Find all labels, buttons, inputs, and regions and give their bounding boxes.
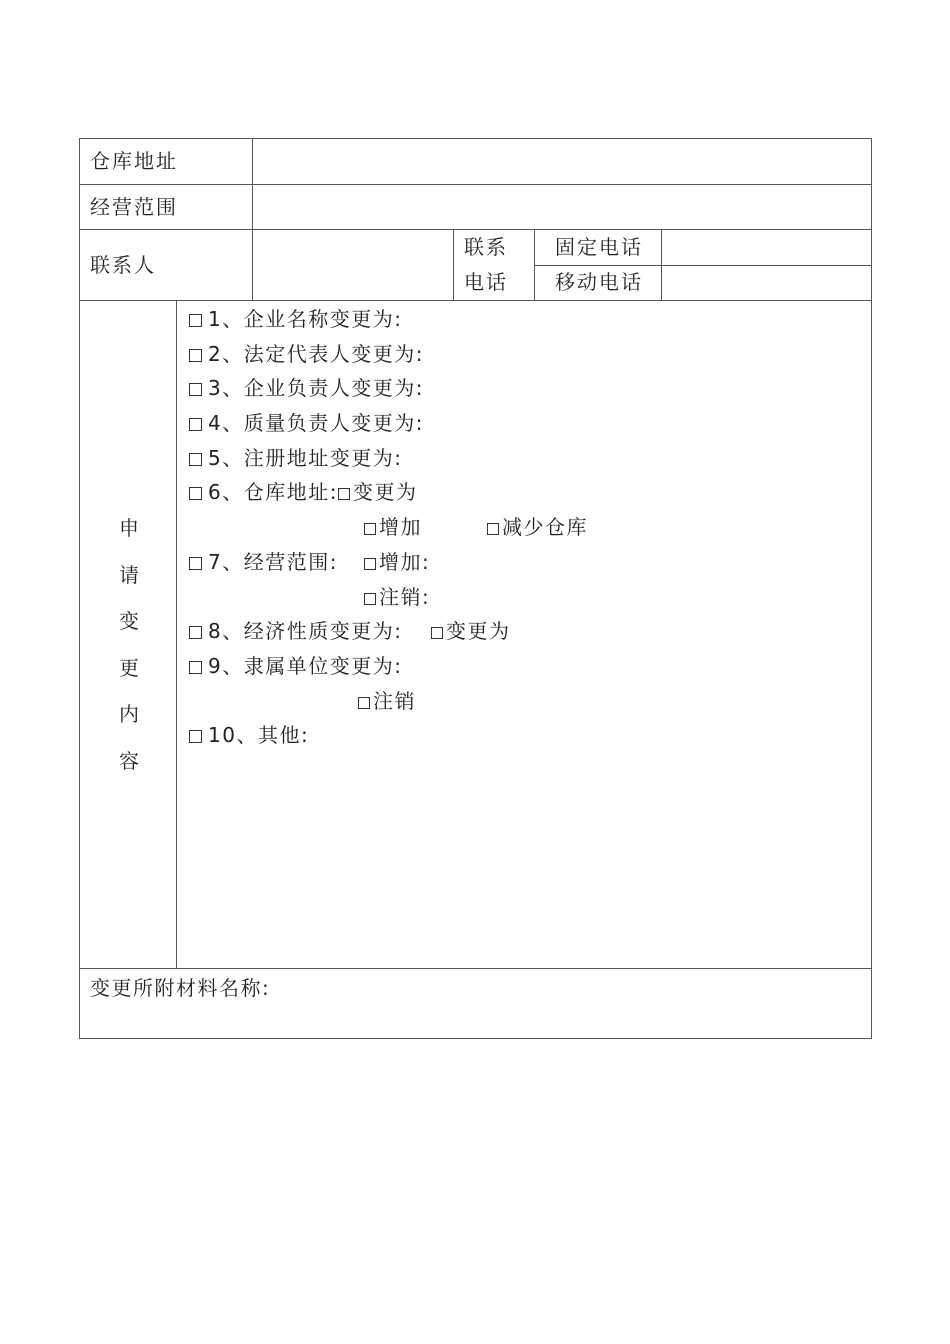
change-content-label bbox=[106, 505, 152, 784]
checkbox[interactable] bbox=[189, 626, 202, 639]
change-item-6-reduce: 减少仓库 bbox=[487, 515, 588, 539]
change-item-1: 1、企业名称变更为: bbox=[189, 307, 402, 331]
contact-phone-label-line1: 联系 bbox=[464, 235, 508, 259]
checkbox[interactable] bbox=[189, 418, 202, 431]
checkbox[interactable] bbox=[189, 487, 202, 500]
row-divider bbox=[79, 968, 872, 969]
landline-label: 固定电话 bbox=[555, 235, 643, 259]
checkbox[interactable] bbox=[189, 730, 202, 743]
table-border-left bbox=[79, 138, 80, 1039]
checkbox[interactable] bbox=[338, 488, 350, 500]
change-item-7: 7、经营范围: bbox=[189, 550, 338, 574]
change-item-8: 8、经济性质变更为: bbox=[189, 619, 402, 643]
vertical-char: 申 bbox=[119, 516, 139, 540]
row-divider bbox=[534, 265, 872, 266]
checkbox[interactable] bbox=[189, 453, 202, 466]
change-item-9: 9、隶属单位变更为: bbox=[189, 654, 402, 678]
vertical-char: 请 bbox=[119, 562, 139, 587]
checkbox[interactable] bbox=[189, 383, 202, 396]
mobile-label: 移动电话 bbox=[555, 270, 643, 294]
checkbox[interactable] bbox=[364, 593, 376, 605]
change-item-8-change: 变更为 bbox=[431, 619, 511, 643]
row-divider bbox=[79, 184, 872, 185]
table-border-top bbox=[79, 138, 872, 139]
change-item-2: 2、法定代表人变更为: bbox=[189, 342, 424, 366]
change-item-3: 3、企业负责人变更为: bbox=[189, 376, 424, 400]
change-item-5: 5、注册地址变更为: bbox=[189, 446, 402, 470]
checkbox[interactable] bbox=[189, 314, 202, 327]
warehouse-address-label: 仓库地址 bbox=[90, 149, 178, 173]
row-divider bbox=[79, 300, 872, 301]
column-divider bbox=[453, 229, 454, 301]
row-divider bbox=[79, 229, 872, 230]
change-item-6-add: 增加 bbox=[364, 515, 422, 539]
change-item-10: 10、其他: bbox=[189, 723, 309, 747]
table-border-right bbox=[871, 138, 872, 1039]
vertical-char: 容 bbox=[119, 748, 139, 773]
column-divider bbox=[176, 300, 177, 969]
change-item-6: 6、仓库地址: 变更为 bbox=[189, 480, 417, 504]
checkbox[interactable] bbox=[189, 349, 202, 362]
contact-phone-label-line2: 电话 bbox=[464, 270, 508, 294]
column-divider bbox=[252, 138, 253, 301]
table-border-bottom bbox=[79, 1038, 872, 1039]
change-item-7-cancel: 注销: bbox=[364, 585, 430, 609]
column-divider bbox=[661, 229, 662, 301]
vertical-char: 内 bbox=[119, 702, 139, 726]
change-item-9-cancel: 注销 bbox=[358, 689, 416, 713]
vertical-char: 变 bbox=[119, 609, 139, 633]
contact-person-label: 联系人 bbox=[90, 253, 156, 277]
checkbox[interactable] bbox=[358, 697, 370, 709]
business-scope-label: 经营范围 bbox=[90, 195, 178, 219]
attachments-label: 变更所附材料名称: bbox=[90, 976, 271, 1000]
checkbox[interactable] bbox=[364, 558, 376, 570]
column-divider bbox=[534, 229, 535, 301]
checkbox[interactable] bbox=[364, 523, 376, 535]
checkbox[interactable] bbox=[487, 523, 499, 535]
checkbox[interactable] bbox=[189, 557, 202, 570]
checkbox[interactable] bbox=[431, 627, 443, 639]
checkbox[interactable] bbox=[189, 661, 202, 674]
change-item-7-add: 增加: bbox=[364, 550, 430, 574]
change-item-4: 4、质量负责人变更为: bbox=[189, 411, 424, 435]
vertical-char: 更 bbox=[119, 655, 139, 680]
